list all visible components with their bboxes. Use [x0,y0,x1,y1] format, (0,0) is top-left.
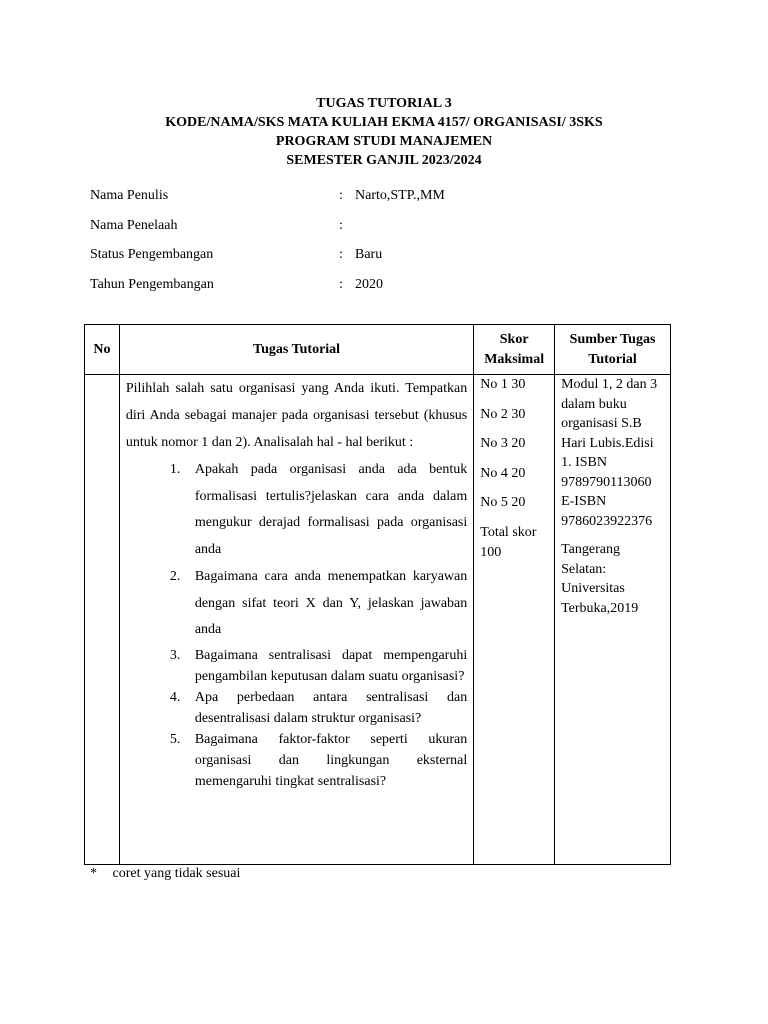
list-item [126,729,467,792]
skor-item: No 4 20 [480,465,526,481]
question-number: 5. [169,731,181,747]
question-number: 2. [169,569,181,584]
source-cell [555,375,671,865]
skor-total: Total skor 100 [480,524,537,560]
header-skor-line2: Maksimal [484,351,545,367]
skor-item: No 1 30 [480,377,526,392]
footnote-star: * [90,866,97,881]
document-header [0,94,768,170]
footnote-text: coret yang tidak sesuai [112,866,241,881]
header-skor-line1: Skor [499,331,529,347]
footnote [90,866,240,882]
meta-colon: : [339,217,343,233]
header-source-line1: Sumber Tugas [569,331,656,347]
header-program: PROGRAM STUDI MANAJEMEN [275,134,493,149]
meta-colon: : [339,188,343,203]
header-course: KODE/NAMA/SKS MATA KULIAH EKMA 4157/ ORGANISASI/ 3SKS [165,115,603,130]
meta-row-penulis [90,186,690,216]
header-task: Tugas Tutorial [119,325,473,375]
skor-item: No 5 20 [480,495,526,510]
meta-label: Nama Penelaah [90,217,178,233]
meta-colon: : [339,277,343,293]
meta-row-status [90,245,690,275]
meta-row-penelaah [90,216,690,246]
meta-label: Tahun Pengembangan [90,277,214,293]
header-skor [474,325,555,375]
header-semester: SEMESTER GANJIL 2023/2024 [286,153,482,168]
question-text: Bagaimana sentralisasi dapat mempengaruhi pengambilan keputusan dalam suatu organisasi? [194,647,468,684]
question-number: 4. [169,689,181,705]
skor-item: No 3 20 [480,436,526,451]
meta-label: Nama Penulis [90,188,169,203]
table-header-row [85,325,671,375]
question-number: 1. [169,462,181,477]
question-text: Apa perbedaan antara sentralisasi dan desentralisasi dalam struktur organisasi? [194,689,468,726]
meta-row-tahun [90,275,690,305]
row-no [85,375,120,865]
task-cell [119,375,473,865]
header-title: TUGAS TUTORIAL 3 [316,96,452,111]
question-text: Bagaimana cara anda menempatkan karyawan dengan sifat teori X dan Y, jelaskan jawaban anda [194,569,468,637]
list-item [126,457,467,563]
list-item [126,564,467,644]
meta-value: Narto,STP.,MM [355,188,445,203]
meta-label: Status Pengembangan [90,247,214,263]
question-text: Apakah pada organisasi anda ada bentuk formalisasi tertulis?jelaskan cara anda dalam mengukur derajad formalisasi pada organisasi anda [194,462,468,557]
meta-info [90,186,690,305]
question-list [126,457,467,792]
skor-cell [474,375,555,865]
source-book: Modul 1, 2 dan 3 dalam buku organisasi S.B Hari Lubis.Edisi 1. ISBN 9789790113060 E-ISBN 9786023922376 [561,377,658,529]
list-item [126,645,467,687]
tutorial-table [84,324,671,865]
question-text: Bagaimana faktor-faktor seperti ukuran organisasi dan lingkungan eksternal memengaruhi tingkat sentralisasi? [194,731,468,789]
meta-value: Baru [355,247,383,263]
table-row [85,375,671,865]
task-intro: Pilihlah salah satu organisasi yang Anda ikuti. Tempatkan diri Anda sebagai manajer pada organisasi tersebut (khusus untuk nomor 1 dan 2). Analisalah hal - hal berikut : [125,381,468,450]
header-source-line2: Tutorial [588,351,637,367]
list-item [126,687,467,729]
meta-value: 2020 [355,277,383,293]
header-no: No [85,325,120,375]
meta-colon: : [339,247,343,263]
source-publisher: Tangerang Selatan: Universitas Terbuka,2019 [561,542,639,616]
question-number: 3. [169,647,181,663]
header-source [555,325,671,375]
skor-item: No 2 30 [480,406,526,422]
